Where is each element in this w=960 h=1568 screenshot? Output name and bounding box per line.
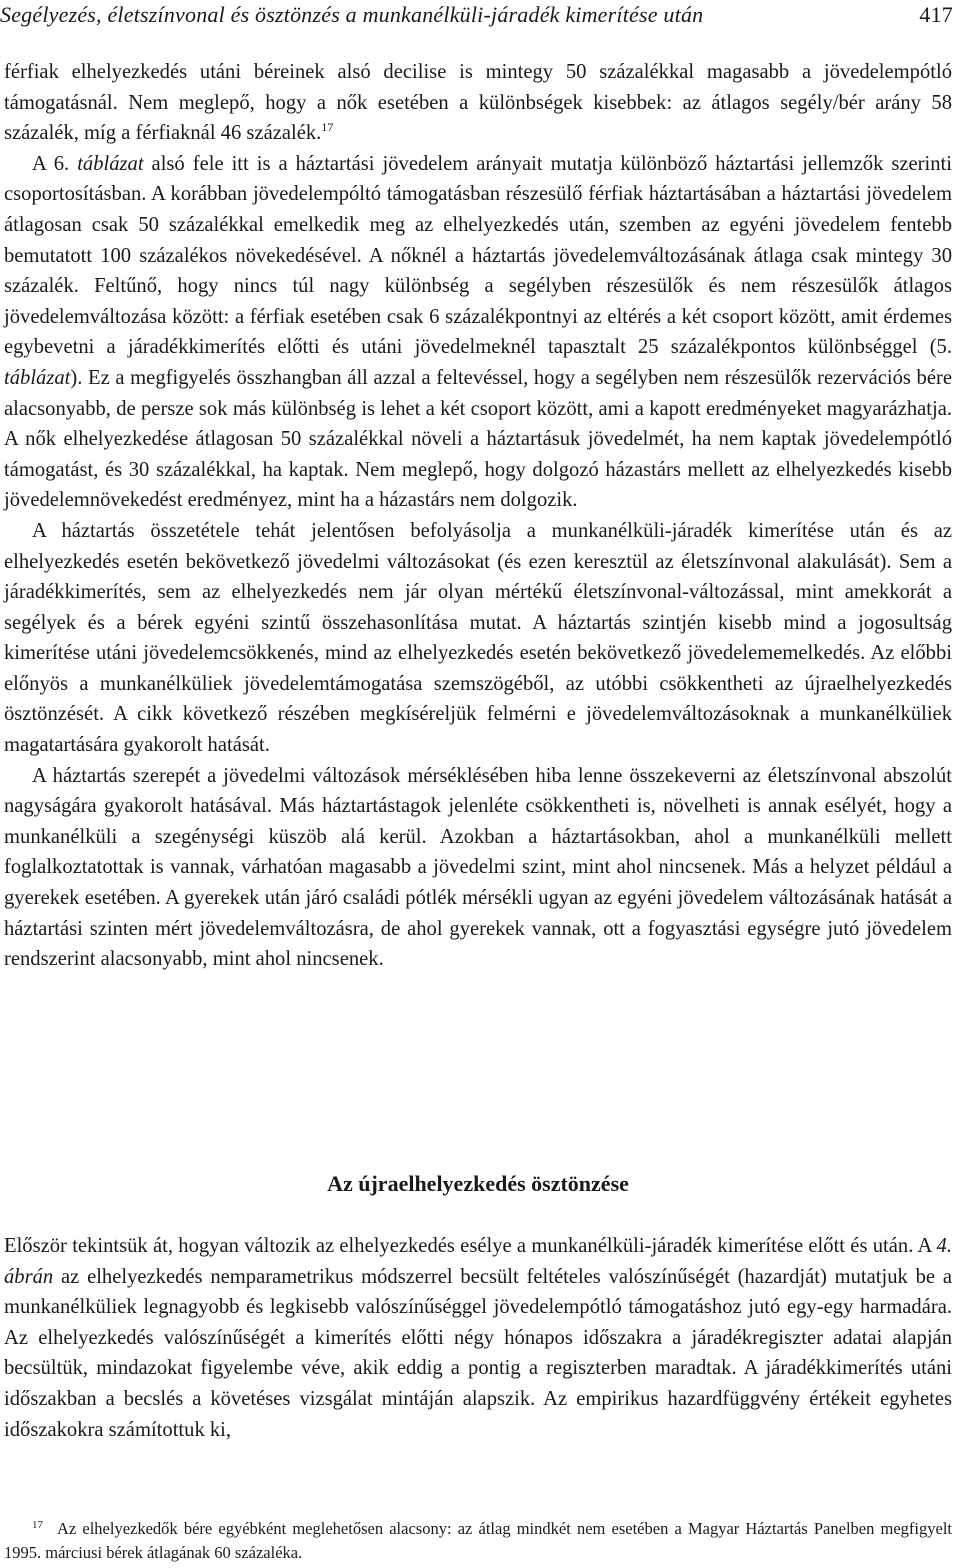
table-reference: táblázat — [77, 152, 144, 175]
paragraph-1 — [4, 57, 952, 149]
paragraph-5 — [4, 1231, 952, 1445]
main-text — [4, 57, 952, 975]
running-header — [0, 2, 953, 28]
footnote-ref[interactable]: 17 — [321, 120, 334, 135]
section-heading: Az újraelhelyezkedés ösztönzése — [327, 1171, 629, 1196]
footnote — [4, 1517, 952, 1565]
paragraph-3: A háztartás összetétele tehát jelentősen befolyásolja a munkanélküli-járadék kimerítése után és az elhelyezkedés esetén bekövetkező jövedelmi változásokat (és ezen keresztül az életszínvonal alakulását). Sem a járadékkimerítés, sem az elhelyezkedés nem jár olyan mértékű életszínvonal-változással, mint amekkorát a segélyek és a bérek egyéni szintű összehasonlítása mutat. A háztartás szintjén kisebb mind a jogosultság kimerítése utáni jövedelemcsökkenés, mind az elhelyezkedés esetén bekövetkező jövedelememelkedés. Az előbbi előnyös a munkanélküliek jövedelemtámogatása szemszögéből, az utóbbi csökkentheti az újraelhelyezkedés ösztönzését. A cikk következő részében megkíséreljük felmérni e jövedelemváltozásoknak a munkanélküliek magatartására gyakorolt hatását. — [4, 519, 952, 757]
paragraph-2-text-a: A 6. — [32, 152, 78, 175]
footnote-number: 17 — [32, 1519, 43, 1531]
paragraph-5-text-b: az elhelyezkedés nemparametrikus módszerrel becsült feltételes valószínűségét (hazardját) mutatjuk be a munkanélküliek legnagyobb és legkisebb valószínűséggel jövedelempótló támogatáshoz jutó egy-egy harmadára. Az elhelyezkedés valószínűségét a kimerítés előtti négy hónapos időszakra a járadékregiszter adatai alapján becsültük, mindazokat figyelembe véve, akik eddig a pontig a regiszterben maradtak. A járadékkimerítés utáni időszakban a becslés a követéses vizsgálat mintáján alapszik. Az empirikus hazardfüggvény értékeit egyhetes időszakokra számítottuk ki, — [4, 1265, 952, 1441]
section-text — [4, 1231, 952, 1445]
paragraph-2-text-c: ). Ez a megfigyelés összhangban áll azzal a feltevéssel, hogy a segélyben nem részesülők rezervációs bére alacsonyabb, de persze sok más különbség is lehet a két csoport között, ami a kapott eredményeket magyarázhatja. A nők elhelyezkedése átlagosan 50 százalékkal növeli a háztartásuk jövedelmét, ha nem kaptak jövedelempótló támogatást, és 30 százalékkal, ha kaptak. Nem meglepő, hogy dolgozó házastárs mellett az elhelyezkedés kisebb jövedelemnövekedést eredményez, mint ha a házastárs nem dolgozik. — [4, 366, 952, 512]
paragraph-2 — [4, 149, 952, 516]
paragraph-5-text-a: Először tekintsük át, hogyan változik az elhelyezkedés esélye a munkanélküli-járadék kimerítése előtt és után. A — [4, 1235, 937, 1257]
table-reference: táblázat — [4, 366, 71, 389]
paragraph-1-text: férfiak elhelyezkedés utáni béreinek alsó decilise is mintegy 50 százalékkal magasabb a jövedelempótló támogatásnál. Nem meglepő, hogy a nők esetében a különbségek kisebbek: az átlagos segély/bér arány 58 százalék, míg a férfiaknál 46 százalék. — [4, 61, 952, 145]
page-number: 417 — [919, 2, 953, 27]
footnote-text: Az elhelyezkedők bére egyébként meglehetősen alacsony: az átlag mindkét nem esetében a Magyar Háztartás Panelben megfigyelt 1995. márciusi bérek átlagának 60 százaléka. — [4, 1519, 952, 1562]
figure-reference: 4. ábrán — [4, 1235, 952, 1288]
paragraph-4: A háztartás szerepét a jövedelmi változások mérséklésében hiba lenne összekeverni az életszínvonal abszolút nagyságára gyakorolt hatásával. Más háztartástagok jelenléte csökkentheti is, növelheti is annak esélyét, hogy a munkanélküli a szegénységi küszöb alá kerül. Azokban a háztartásokban, ahol a munkanélküli mellett foglalkoztatottak is vannak, várhatóan magasabb a jövedelmi szint, mint ahol nincsenek. Más a helyzet például a gyerekek esetében. A gyerekek után járó családi pótlék mérsékli ugyan az egyéni jövedelem változásának hatását a háztartási szinten mért jövedelemváltozásra, de ahol gyerekek vannak, ott a fogyasztási egységre jutó jövedelem rendszerint alacsonyabb, mint ahol nincsenek. — [4, 764, 952, 971]
paragraph-2-text-b: alsó fele itt is a háztartási jövedelem arányait mutatja különböző háztartási jellemzők szerinti csoportosításban. A korábban jövedelempóltó támogatásban részesülő férfiak háztartásában a háztartási jövedelem átlagosan csak 50 százalékkal emelkedik meg az elhelyezkedés után, szemben az egyéni jövedelem fentebb bemutatott 100 százalékos növekedésével. A nőknél a háztartás jövedelemváltozásának átlaga csak mintegy 30 százalék. Feltűnő, hogy nincs túl nagy különbség a segélyben részesülők és nem részesülők átlagos jövedelemváltozása között: a férfiak esetében csak 6 százalékpontnyi az eltérés a két csoport között, amit érdemes egybevetni a járadékkimerítés előtti és utáni jövedelmeknél tapasztalt 25 százalékpontos különbséggel (5. — [4, 152, 952, 359]
running-title: Segélyezés, életszínvonal és ösztönzés a munkanélküli-járadék kimerítése után — [0, 2, 704, 27]
